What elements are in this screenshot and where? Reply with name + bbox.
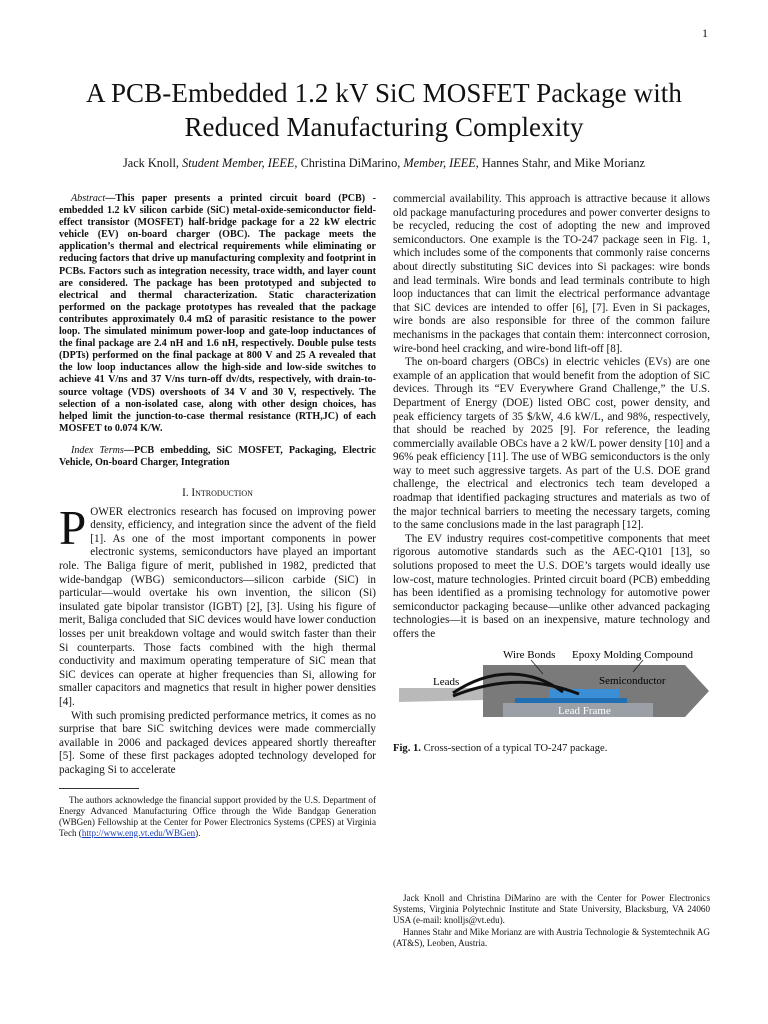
- index-terms: [59, 445, 376, 469]
- abstract-body: This paper presents a printed circuit board (PCB) -embedded 1.2 kV silicon carbide (SiC) metal-oxide-semiconductor field-effect transistor (MOSFET) half-bridge package for a 22 kW electric vehicle (EV) on-board charger (OBC). The package meets the application’s thermal and electrical requirements while eliminating or reducing factors that drive up manufacturing complexity and footprint in PCBs. Factors such as integration necessity, trace width, and layer count are considered. The package has been prototyped and subjected to electrical and thermal characterization. Static characterization performed on the package prototypes has revealed that the package contributes approximately 0.4 mΩ of parasitic resistance to the power loop. The simulated minimum power-loop and gate-loop inductances of the final package are 2.4 nH and 1.6 nH, respectively. Double pulse tests (DPTs) performed on the final package at 800 V and 25 A revealed that the low loop inductances allow the high-side and low-side switches to achieve 41 V/ns and 37 V/ns turn-off dv/dts, respectively, with drain-to-source voltage (VDS) overshoots of 34 V and 30 V, respectively. The selection of a non-isolated case, along with other design choices, has helped limit the junction-to-case thermal resistance (RTH,JC) of each MOSFET to 0.074 K/W.: [59, 193, 376, 434]
- right-paragraph-1: commercial availability. This approach is attractive because it allows old package manufacturing procedures and power converter designs to be recycled, reducing the cost of adopting the new and improved semiconductors. One example is the TO-247 package seen in Fig. 1, which includes some of the components that commonly raise concerns about directly substituting SiC devices into Si packages: wire bonds and lead terminals. Wire bonds and lead terminals contribute to high loop inductances that can limit the electrical performance advantage that SiC devices are intended to offer [6], [7]. Even in Si packages, wire bonds are also responsible for three of the common failure mechanisms in the packages that contain them: interconnect corrosion, wire-bond heel cracking, and wire-bond lift-off [8].: [393, 193, 710, 355]
- author-separator: , Christina DiMarino,: [294, 156, 404, 170]
- figure-1: [393, 646, 710, 756]
- right-paragraph-3: The EV industry requires cost-competitive components that meet rigorous automotive standards such as the AEC-Q101 [13], so solutions proposed to meet the U.S. DOE’s targets would ideally use low-cost, mature technologies. Printed circuit board (PCB) embedding has been identified as a promising technology for automotive power semiconductor packaging because—unlike other advanced packaging technologies—it is based on an inexpensive, mature technology and offers the: [393, 532, 710, 640]
- affiliation-footnote-2: Hannes Stahr and Mike Morianz are with Austria Technologie & Systemtechnik AG (AT&S), Leoben, Austria.: [393, 927, 710, 948]
- abstract-lead: Abstract: [71, 193, 106, 204]
- abstract: [59, 193, 376, 435]
- author-line: [40, 156, 728, 171]
- author-2-role: Member, IEEE: [403, 156, 476, 170]
- author-rest: , Hannes Stahr, and Mike Morianz: [475, 156, 646, 170]
- funding-footnote: [59, 795, 376, 839]
- section-heading-introduction: I. Introduction: [182, 487, 253, 500]
- right-paragraph-2: The on-board chargers (OBCs) in electric vehicles (EVs) are one example of an application that would benefit from the adoption of SiC devices. Through its “EV Everywhere Grand Challenge,” the U.S. Department of Energy (DOE) listed OBC cost, power density, and peak efficiency targets of 35 $/kW, 4.6 kW/L, and 98%, respectively, that should be reached by 2025 [9]. For reference, the leading commercially available OBCs have a 2 kW/L power density [10] and a 96% peak efficiency [11]. The use of WBG semiconductors is the only way to meet such aggressive targets. As part of the U.S. DOE grand challenge, the electrical and electronics tech team developed a roadmap that identified packaging structures and materials as two of the major technical barriers to meeting the necessary targets, coming to the same conclusions made in the last paragraph [12].: [393, 356, 710, 532]
- funding-footnote-tail: ).: [195, 827, 201, 838]
- wbgen-link[interactable]: http://www.eng.vt.edu/WBGen: [81, 827, 196, 838]
- author-1-role: Student Member, IEEE: [182, 156, 295, 170]
- intro-paragraph-1: [59, 499, 376, 710]
- label-lead-frame: Lead Frame: [558, 704, 611, 717]
- label-wire-bonds: Wire Bonds: [503, 648, 556, 661]
- footnote-rule: [59, 788, 139, 789]
- to247-cross-section-diagram: [393, 646, 710, 738]
- figure-1-caption: [393, 742, 710, 756]
- affiliation-footnotes: [393, 893, 710, 950]
- index-terms-lead: Index Terms: [71, 444, 124, 456]
- page-number: 1: [702, 26, 708, 40]
- label-leads: Leads: [433, 675, 460, 688]
- author-1: Jack Knoll,: [122, 156, 183, 170]
- intro-paragraph-2: With such promising predicted performance metrics, it comes as no surprise that bare SiC switching devices were made commercially available in 2006 and packaged devices appeared shortly thereafter [5]. Some of these first packages adopted technology developed for packaging Si to accelerate: [59, 709, 376, 776]
- figure-1-caption-text: Cross-section of a typical TO-247 package.: [420, 742, 608, 754]
- paper-title: A PCB-Embedded 1.2 kV SiC MOSFET Package with Reduced Manufacturing Complexity: [85, 78, 683, 142]
- figure-1-caption-label: Fig. 1.: [393, 742, 421, 754]
- funding-footnote-text: The authors acknowledge the financial support provided by the U.S. Department of Energy Advanced Manufacturing Office through the Wide Bandgap Generation (WBGen) Fellowship at the Center for Power Electronics Systems (CPES) at Virginia Tech (: [59, 794, 376, 838]
- right-column: [393, 193, 710, 755]
- affiliation-footnote-1: Jack Knoll and Christina DiMarino are with the Center for Power Electronics Systems, Virginia Polytechnic Institute and State University, Blacksburg, VA 24060 USA (e-mail: knolljs@vt.edu).: [393, 893, 710, 925]
- dropcap: P: [59, 499, 87, 555]
- left-column: [59, 193, 376, 839]
- abstract-dash: —: [105, 193, 116, 204]
- label-epoxy: Epoxy Molding Compound: [572, 648, 694, 661]
- label-semiconductor: Semiconductor: [599, 674, 666, 687]
- intro-paragraph-1-text: OWER electronics research has focused on improving power density, efficiency, and integration since the advent of the field [1]. As one of the most important components in power electronic systems, semiconductors have played an important role. The Baliga figure of merit, published in 1982, predicted that wide-bandgap (WBG) semiconductors—silicon carbide (SiC) in particular—would overtake his own invention, the silicon (Si) insulated gate bipolar transistor (IGBT) [2], [3]. Using his figure of merit, Baliga concluded that SiC devices would have lower conduction losses per unit breakdown voltage and would switch faster than their Si counterparts. Those facts combined with the high thermal conductivity and maximum operating temperature of SiC mean that SiC devices can operate at higher frequencies than Si, allowing for smaller capacitors and magnetics that result in higher power densities [4].: [59, 505, 376, 708]
- index-terms-body: —PCB embedding, SiC MOSFET, Packaging, Electric Vehicle, On-board Charger, Integration: [59, 444, 376, 468]
